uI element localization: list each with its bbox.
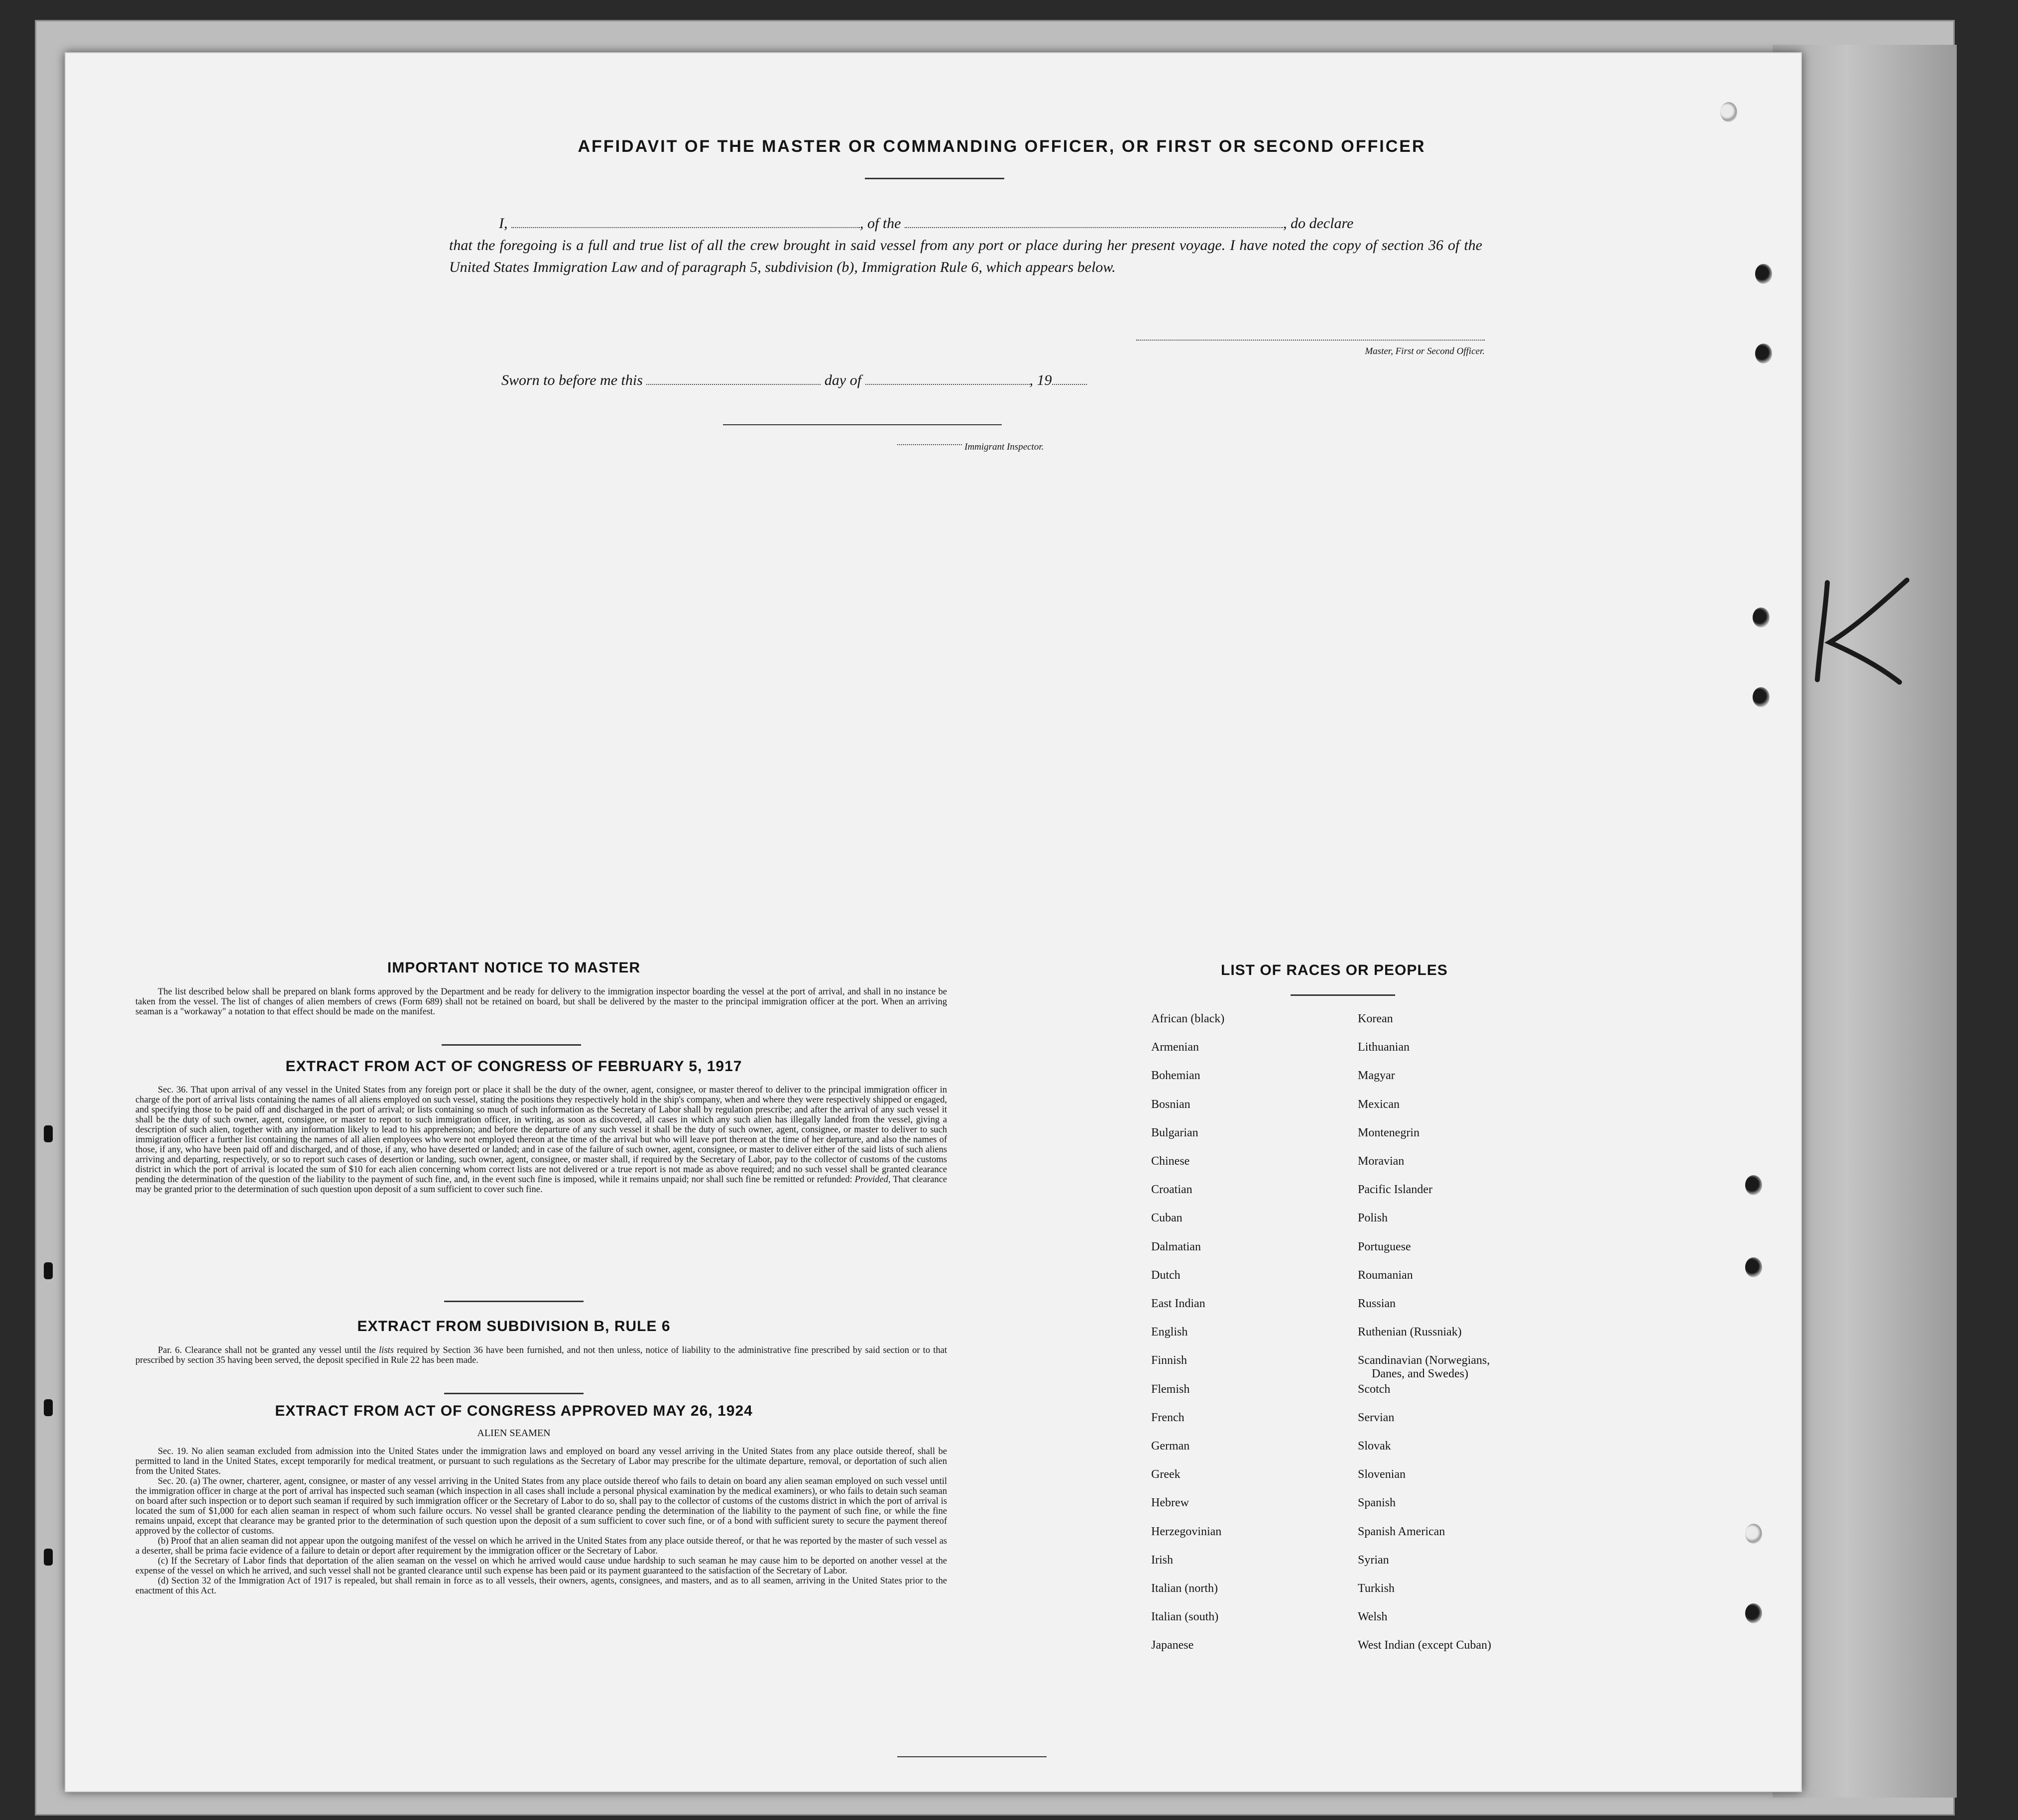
race-item: Turkish: [1358, 1582, 1395, 1595]
sworn-line: [501, 371, 1198, 389]
races-right-column: [1358, 1012, 1617, 1719]
sworn-month-field[interactable]: [865, 371, 1030, 385]
punch-hole: [1745, 1603, 1762, 1623]
sec20b-paragraph: (b) Proof that an alien seaman did not appear upon the outgoing manifest of the vessel on which he arrived in the United States from any place outside thereof, or that he was reported by the master of such vessel as a deserter, shall be prima facie evidence of a failure to detain or deport after requirement by the immigration officer or the Secretary of Labor.: [135, 1536, 947, 1556]
race-item: Bohemian: [1151, 1069, 1200, 1083]
punch-hole: [1745, 1257, 1762, 1277]
race-item: Montenegrin: [1358, 1126, 1420, 1139]
race-item: German: [1151, 1440, 1190, 1453]
notice-title: IMPORTANT NOTICE TO MASTER: [387, 960, 641, 976]
extract-1917-rule: [444, 1301, 584, 1302]
inspector-label: Immigrant Inspector.: [964, 442, 1044, 452]
race-item: Slovenian: [1358, 1468, 1406, 1481]
race-item: Roumanian: [1358, 1268, 1413, 1282]
sworn-day-field[interactable]: [646, 371, 821, 385]
binding-hole: [44, 1399, 53, 1416]
race-item: Bulgarian: [1151, 1126, 1198, 1139]
race-item: Scandinavian (Norwegians,: [1358, 1354, 1490, 1367]
binding-hole: [44, 1262, 53, 1279]
inspector-signature-line[interactable]: [723, 424, 1002, 425]
extract-1917-title: EXTRACT FROM ACT OF CONGRESS OF FEBRUARY 5, 1917: [285, 1058, 742, 1075]
punch-hole: [1745, 1175, 1762, 1195]
race-item: Dalmatian: [1151, 1240, 1201, 1253]
race-item: Korean: [1358, 1012, 1393, 1025]
binding-hole: [44, 1125, 53, 1142]
declarant-label: I,: [499, 215, 508, 232]
of-the-label: , of the: [860, 215, 901, 232]
sec20d-paragraph: (d) Section 32 of the Immigration Act of 1917 is repealed, but shall remain in force as to all vessels, their owners, agents, consignees, and masters, and as to all seamen, arriving in the United States prior to the enactment of this Act.: [135, 1576, 947, 1596]
race-item: Japanese: [1151, 1639, 1194, 1652]
sworn-day-of: day of: [824, 372, 862, 388]
race-item: Spanish American: [1358, 1525, 1445, 1538]
race-item: Herzegovinian: [1151, 1525, 1222, 1538]
notice-paragraph: The list described below shall be prepared on blank forms approved by the Department and be ready for delivery to the immigration inspector boarding the vessel at the port of arrival, and shall in no instance be taken from the vessel. The list of changes of alien members of crews (Form 689) shall not be retained on board, but shall be delivered by the master to the principal immigration officer at the port. When an arriving seaman is a "workaway" a notation to that effect should be made on the manifest.: [135, 987, 947, 1017]
master-signature-label: Master, First or Second Officer.: [1365, 346, 1485, 357]
declaration-first-line: [449, 213, 1482, 235]
sec19-paragraph: Sec. 19. No alien seaman excluded from admission into the United States under the immigration laws and employed on board any vessel arriving in the United States from any place outside thereof, shall be permitted to land in the United States, except temporarily for medical treatment, or pursuant to such regulations as the Secretary of Labor may prescribe for the ultimate departure, removal, or deportation of such alien from the United States.: [135, 1447, 947, 1476]
extract-1917-text: [135, 1085, 947, 1195]
alien-seamen-subtitle: ALIEN SEAMEN: [477, 1428, 551, 1439]
race-item: Cuban: [1151, 1212, 1183, 1225]
race-item: French: [1151, 1411, 1185, 1424]
declare-label: , do declare: [1283, 215, 1354, 232]
race-item: Chinese: [1151, 1155, 1190, 1168]
sworn-prefix: Sworn to before me this: [501, 372, 643, 388]
race-item: Irish: [1151, 1553, 1173, 1567]
inspector-dotted-line: [897, 444, 962, 445]
manifest-page: [65, 52, 1802, 1792]
punch-hole: [1755, 344, 1772, 364]
race-item: Pacific Islander: [1358, 1183, 1432, 1197]
rule6-text-before: Par. 6. Clearance shall not be granted any vessel until the: [158, 1345, 376, 1355]
sec20c-paragraph: (c) If the Secretary of Labor finds that deportation of the alien seaman on the vessel on which he arrived would cause undue hardship to such seaman he may cause him to be deported on another vessel at the expense of the vessel on which he arrived, and such vessel shall not be granted clearance until such expense has been paid or its payment guaranteed to the satisfaction of the Secretary of Labor.: [135, 1556, 947, 1576]
declaration-body: that the foregoing is a full and true list of all the crew brought in said vessel from any port or place during her present voyage. I have noted the copy of section 36 of the United States Immigration Law and of paragraph 5, subdivision (b), Immigration Rule 6, which appears below.: [449, 237, 1482, 275]
race-item: Greek: [1151, 1468, 1181, 1481]
extract-1917-paragraph: [135, 1085, 947, 1195]
rule6-paragraph: [135, 1345, 947, 1365]
race-item: West Indian (except Cuban): [1358, 1639, 1491, 1652]
rule6-rule: [444, 1393, 584, 1394]
proviso-word: Provided,: [854, 1175, 891, 1185]
affidavit-declaration: [449, 213, 1482, 278]
race-item: Hebrew: [1151, 1496, 1189, 1510]
race-item: Croatian: [1151, 1183, 1192, 1197]
race-item: Moravian: [1358, 1155, 1405, 1168]
affidavit-title: AFFIDAVIT OF THE MASTER OR COMMANDING OFFICER, OR FIRST OR SECOND OFFICER: [578, 137, 1426, 156]
races-left-column: [1151, 1012, 1340, 1719]
rule6-text: [135, 1345, 947, 1365]
punch-hole: [1755, 264, 1772, 284]
race-item: Bosnian: [1151, 1097, 1190, 1111]
extract-1924-title: EXTRACT FROM ACT OF CONGRESS APPROVED MAY 26, 1924: [275, 1403, 753, 1419]
race-item: Finnish: [1151, 1354, 1187, 1367]
punch-hole: [1753, 607, 1770, 627]
proviso-text: That clearance may be granted prior to the determination of such question upon deposit of a sum sufficient to cover such fine.: [135, 1175, 948, 1195]
rule6-text-after: required by Section 36 have been furnished, and not then unless, notice of liability to the administrative fine prescribed by said section or to that prescribed by section 35 having been served, the deposit specified in Rule 22 has been made.: [135, 1345, 947, 1365]
race-item: Polish: [1358, 1212, 1388, 1225]
sworn-year-field[interactable]: [1052, 371, 1087, 385]
race-item: Servian: [1358, 1411, 1395, 1424]
race-item: African (black): [1151, 1012, 1225, 1025]
race-item: Flemish: [1151, 1382, 1190, 1396]
race-item: Syrian: [1358, 1553, 1389, 1567]
race-item: Italian (south): [1151, 1610, 1219, 1624]
handwritten-check-mark: [1807, 573, 1912, 687]
bottom-rule: [897, 1756, 1047, 1757]
race-item: Lithuanian: [1358, 1041, 1410, 1054]
sec36-text: Sec. 36. That upon arrival of any vessel in the United States from any foreign port or place it shall be the duty of the owner, agent, consignee, or master thereof to deliver to the principal immigration officer in charge of the port of arrival lists containing the names of all aliens employed on such vessel, stating the positions they respectively hold in the ship's company, when and where they were respectively shipped or engaged, and specifying those to be paid off and discharged in the port of arrival; or lists containing so much of such information as the Secretary of Labor shall by regulation prescribe; and after the arrival of any such vessel it shall be the duty of such owner, agent, consignee, or master to report to such immigration officer, in writing, as soon as discovered, all cases in which any such alien has illegally landed from the vessel, giving a description of such alien, together with any information likely to lead to his apprehension; and before the departure of any such vessel it shall be the duty of such owner, agent, consignee, or master to deliver to such immigration officer a further list containing the names of all alien employees who were not employed thereon at the time of the arrival but who will leave port thereon at the time of her departure, and also the names of those, if any, who have been paid off and discharged, and of those, if any, who have deserted or landed; and in case of the failure of such owner, agent, consignee, or master to deliver either of the said lists of such aliens arriving and departing, respectively, or so to report such cases of desertion or landing, such owner, agent, consignee, or master shall, if required by the Secretary of Labor, pay to the collector of customs of the customs district in which the port of arrival is located the sum of $10 for each alien concerning whom correct lists are not delivered or a true report is not made as above required; and no such vessel shall be granted clearance pending the determination of the question of the liability to the payment of such fine, and, in the event such fine is imposed, while it remains unpaid; nor shall such fine be remitted or refunded:: [135, 1085, 947, 1185]
race-item: Portuguese: [1358, 1240, 1411, 1253]
master-signature-line[interactable]: [1136, 340, 1485, 341]
race-item: East Indian: [1151, 1297, 1205, 1310]
race-item: Ruthenian (Russniak): [1358, 1326, 1462, 1339]
race-item: Welsh: [1358, 1610, 1388, 1624]
title-rule: [865, 178, 1004, 179]
race-item: Magyar: [1358, 1069, 1395, 1083]
race-item: Scotch: [1358, 1382, 1391, 1396]
race-item: Armenian: [1151, 1041, 1199, 1054]
race-item: Slovak: [1358, 1440, 1391, 1453]
race-item: English: [1151, 1326, 1188, 1339]
punch-hole: [1753, 687, 1770, 707]
sworn-year-label: , 19: [1029, 372, 1052, 388]
race-item: Italian (north): [1151, 1582, 1218, 1595]
race-item-continuation: Danes, and Swedes): [1372, 1367, 1468, 1381]
race-item: Spanish: [1358, 1496, 1396, 1510]
binding-hole: [44, 1549, 53, 1566]
notice-text: [135, 987, 947, 1017]
notice-rule: [442, 1044, 581, 1046]
race-item: Russian: [1358, 1297, 1396, 1310]
races-rule: [1291, 994, 1395, 996]
race-item: Mexican: [1358, 1097, 1400, 1111]
race-item: Dutch: [1151, 1268, 1181, 1282]
rule6-title: EXTRACT FROM SUBDIVISION B, RULE 6: [357, 1318, 671, 1335]
vessel-name-field[interactable]: [905, 227, 1283, 228]
punch-hole: [1720, 102, 1737, 122]
declarant-name-field[interactable]: [511, 227, 860, 228]
extract-1924-text: [135, 1447, 947, 1596]
sec20a-paragraph: Sec. 20. (a) The owner, charterer, agent, consignee, or master of any vessel arriving in the United States from any place outside thereof who fails to detain on board any alien seaman employed on such vessel until the immigration officer in charge at the port of arrival has inspected such seaman (which inspection in all cases shall include a personal physical examination by the medical examiners), or who fails to detain such seaman on board after such inspection or to deport such seaman if required by such immigration officer or the Secretary of Labor to do so, shall pay to the collector of customs of the customs district in which the port of arrival is located the sum of $1,000 for each alien seaman in respect of whom such failure occurs. No vessel shall be granted clearance pending the determination of the liability to the payment of such fine, or while the fine remains unpaid, except that clearance may be granted prior to the determination of such question upon the deposit of a sum sufficient to cover such fine, or of a bond with sufficient surety to secure the payment thereof approved by the collector of customs.: [135, 1476, 947, 1536]
races-title: LIST OF RACES OR PEOPLES: [1221, 962, 1448, 978]
rule6-lists-word: lists: [379, 1345, 394, 1355]
punch-hole: [1745, 1524, 1762, 1544]
